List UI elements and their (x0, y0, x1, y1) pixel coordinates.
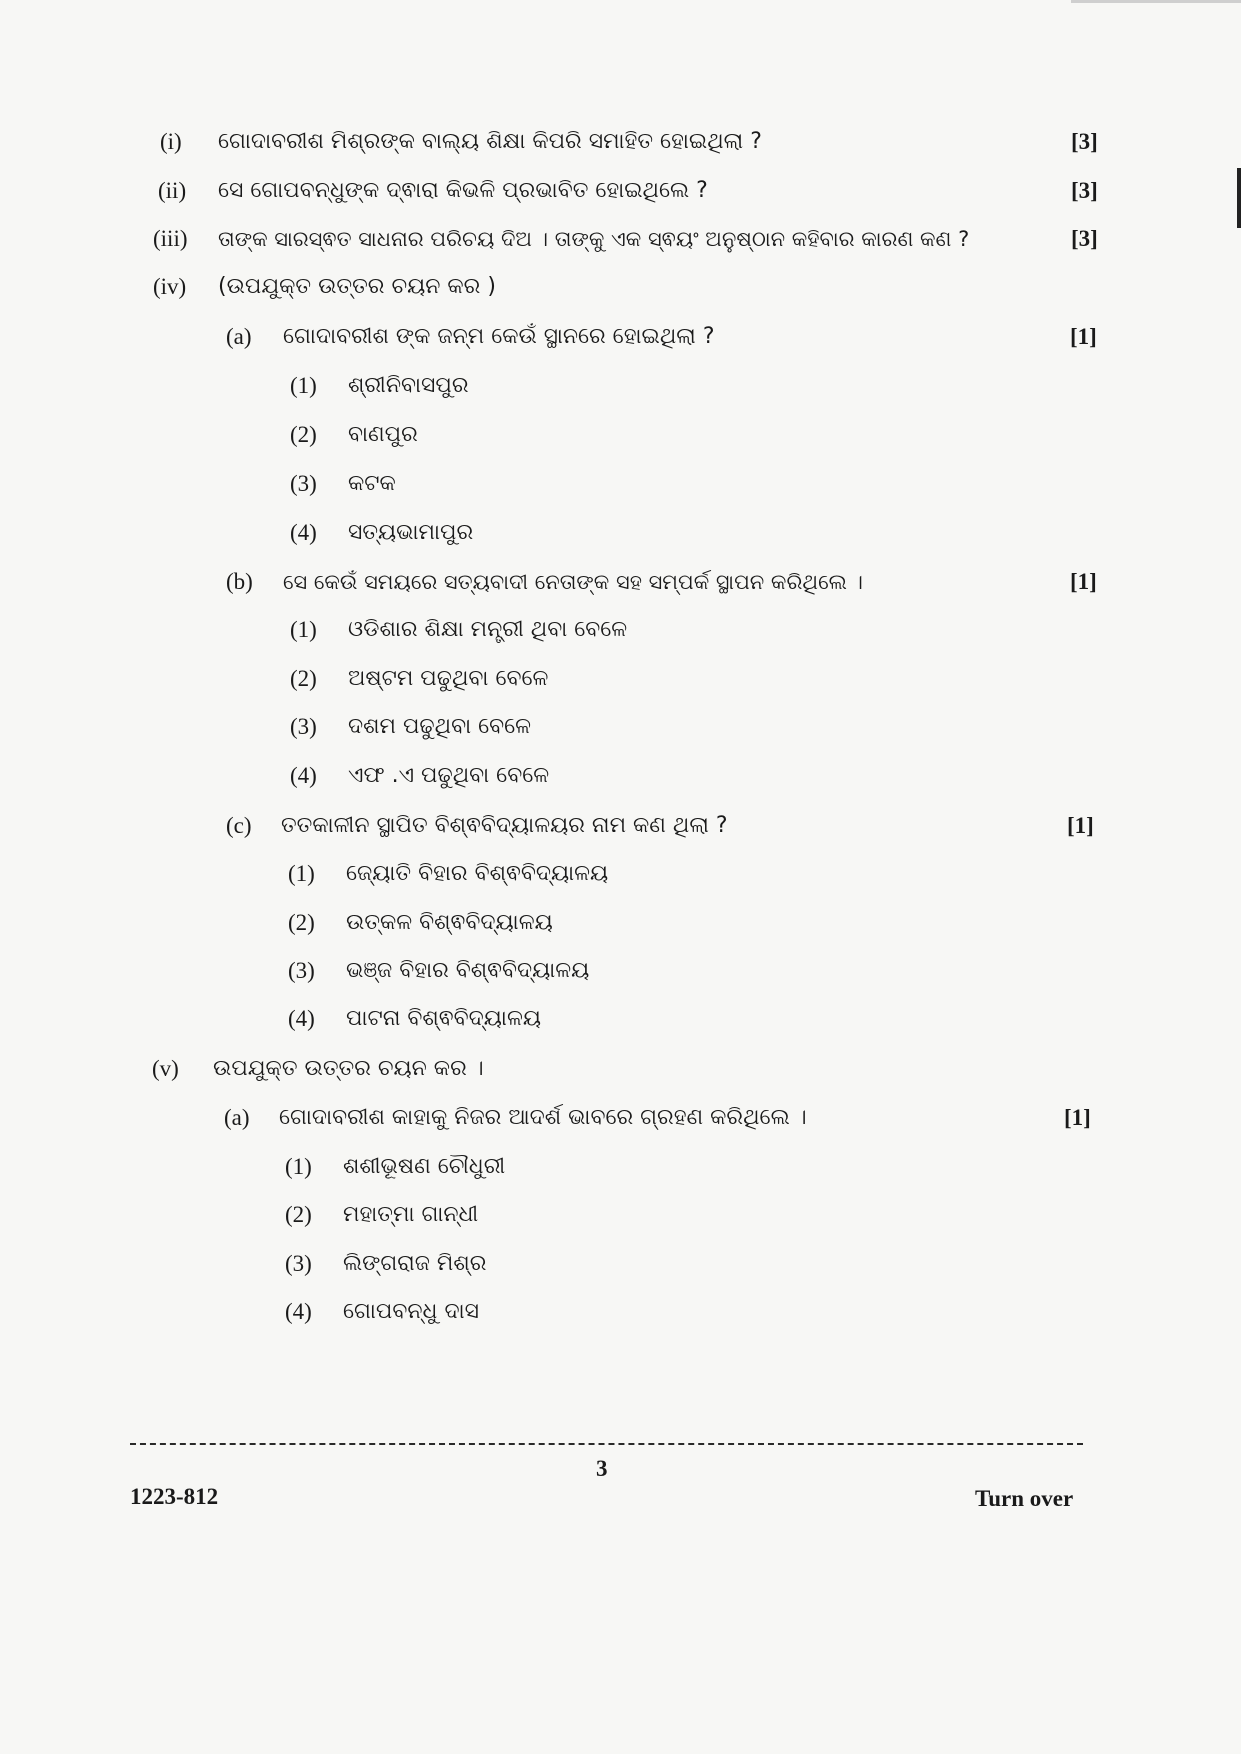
subquestion-marks: [1] (1064, 1105, 1091, 1130)
question-text: ସେ ଗୋପବନ୍ଧୁଙ୍କ ଦ୍ଵାରା କିଭଳି ପ୍ରଭାବିତ ହୋଇଥିଲେ ? (218, 178, 708, 203)
question-number: (iii) (153, 226, 188, 251)
option-number: (2) (290, 422, 317, 447)
question-text: ଗୋଦାବରୀଶ ମିଶ୍ରଙ୍କ ବାଲ୍ୟ ଶିକ୍ଷା କିପରି ସମାହିତ ହୋଇଥିଲା ? (218, 129, 762, 154)
option-text: ଜ୍ୟୋତି ବିହାର ବିଶ୍ଵବିଦ୍ୟାଳୟ (346, 861, 609, 886)
option-text: ଶଶୀଭୂଷଣ ଚୌଧୁରୀ (343, 1154, 506, 1179)
subquestion-marks: [1] (1067, 813, 1094, 838)
option-text: ଶ୍ରୀନିବାସପୁର (348, 373, 469, 398)
subquestion-label: (a) (224, 1105, 250, 1130)
page-number: 3 (596, 1456, 608, 1481)
option-number: (2) (288, 910, 315, 935)
scan-edge (1071, 0, 1241, 3)
option-number: (4) (285, 1299, 312, 1324)
option-text: କଟକ (348, 471, 396, 496)
option-number: (3) (290, 471, 317, 496)
option-number: (1) (285, 1154, 312, 1179)
question-number: (v) (152, 1056, 179, 1081)
question-text: ତାଙ୍କ ସାରସ୍ଵତ ସାଧନାର ପରିଚୟ ଦିଅ । ତାଙ୍କୁ ଏକ ସ୍ଵୟଂ ଅନୁଷ୍ଠାନ କହିବାର କାରଣ କଣ ? (218, 227, 970, 251)
subquestion-text: ସେ କେଉଁ ସମୟରେ ସତ୍ୟବାଦୀ ନେତାଙ୍କ ସହ ସମ୍ପର୍କ ସ୍ଥାପନ କରିଥିଲେ । (283, 570, 863, 594)
option-text: ଉତ୍କଳ ବିଶ୍ଵବିଦ୍ୟାଳୟ (346, 910, 553, 935)
option-number: (4) (288, 1006, 315, 1031)
option-text: ଓଡିଶାର ଶିକ୍ଷା ମନ୍ତ୍ରୀ ଥିବା ବେଳେ (348, 617, 628, 642)
question-text: ଉପଯୁକ୍ତ ଉତ୍ତର ଚୟନ କର । (213, 1056, 484, 1081)
option-text: ବାଣପୁର (348, 422, 418, 447)
option-text: ଅଷ୍ଟମ ପଢୁଥିବା ବେଳେ (348, 666, 549, 691)
option-text: ଦଶମ ପଢୁଥିବା ବେଳେ (348, 714, 532, 739)
subquestion-marks: [1] (1070, 324, 1097, 349)
option-number: (4) (290, 520, 317, 545)
option-text: ଭଞ୍ଜ ବିହାର ବିଶ୍ଵବିଦ୍ୟାଳୟ (346, 958, 590, 983)
option-text: ଲିଙ୍ଗରାଜ ମିଶ୍ର (343, 1251, 487, 1276)
subquestion-label: (c) (226, 813, 252, 838)
option-text: ମହାତ୍ମା ଗାନ୍ଧୀ (343, 1202, 479, 1227)
option-text: ଗୋପବନ୍ଧୁ ଦାସ (343, 1299, 479, 1324)
option-number: (2) (285, 1202, 312, 1227)
subquestion-label: (a) (226, 324, 252, 349)
question-text: (ଉପଯୁକ୍ତ ଉତ୍ତର ଚୟନ କର ) (218, 274, 496, 299)
option-number: (1) (288, 861, 315, 886)
subquestion-text: ଗୋଦାବରୀଶ ଙ୍କ ଜନ୍ମ କେଉଁ ସ୍ଥାନରେ ହୋଇଥିଲା ? (283, 324, 715, 349)
scan-edge-mark (1237, 168, 1241, 228)
option-number: (1) (290, 617, 317, 642)
question-number: (i) (160, 129, 182, 154)
subquestion-label: (b) (226, 569, 253, 594)
option-number: (3) (285, 1251, 312, 1276)
subquestion-marks: [1] (1070, 569, 1097, 594)
option-number: (3) (288, 958, 315, 983)
paper-code: 1223-812 (130, 1484, 219, 1509)
question-marks: [3] (1071, 178, 1098, 203)
subquestion-text: ଗୋଦାବରୀଶ କାହାକୁ ନିଜର ଆଦର୍ଶ ଭାବରେ ଗ୍ରହଣ କରିଥିଲେ । (279, 1105, 807, 1130)
option-text: ସତ୍ୟଭାମାପୁର (348, 520, 474, 545)
option-number: (4) (290, 763, 317, 788)
footer-divider (130, 1443, 1083, 1445)
option-number: (2) (290, 666, 317, 691)
question-number: (ii) (158, 178, 187, 203)
option-text: ଏଫ .ଏ ପଢୁଥିବା ବେଳେ (348, 763, 550, 788)
turn-over-label: Turn over (975, 1486, 1074, 1511)
option-number: (1) (290, 373, 317, 398)
subquestion-text: ତତକାଳୀନ ସ୍ଥାପିତ ବିଶ୍ଵବିଦ୍ୟାଳୟର ନାମ କଣ ଥିଲା ? (281, 813, 728, 838)
question-number: (iv) (153, 274, 187, 299)
option-text: ପାଟନା ବିଶ୍ଵବିଦ୍ୟାଳୟ (346, 1006, 541, 1031)
option-number: (3) (290, 714, 317, 739)
question-marks: [3] (1071, 226, 1098, 251)
question-marks: [3] (1071, 129, 1098, 154)
